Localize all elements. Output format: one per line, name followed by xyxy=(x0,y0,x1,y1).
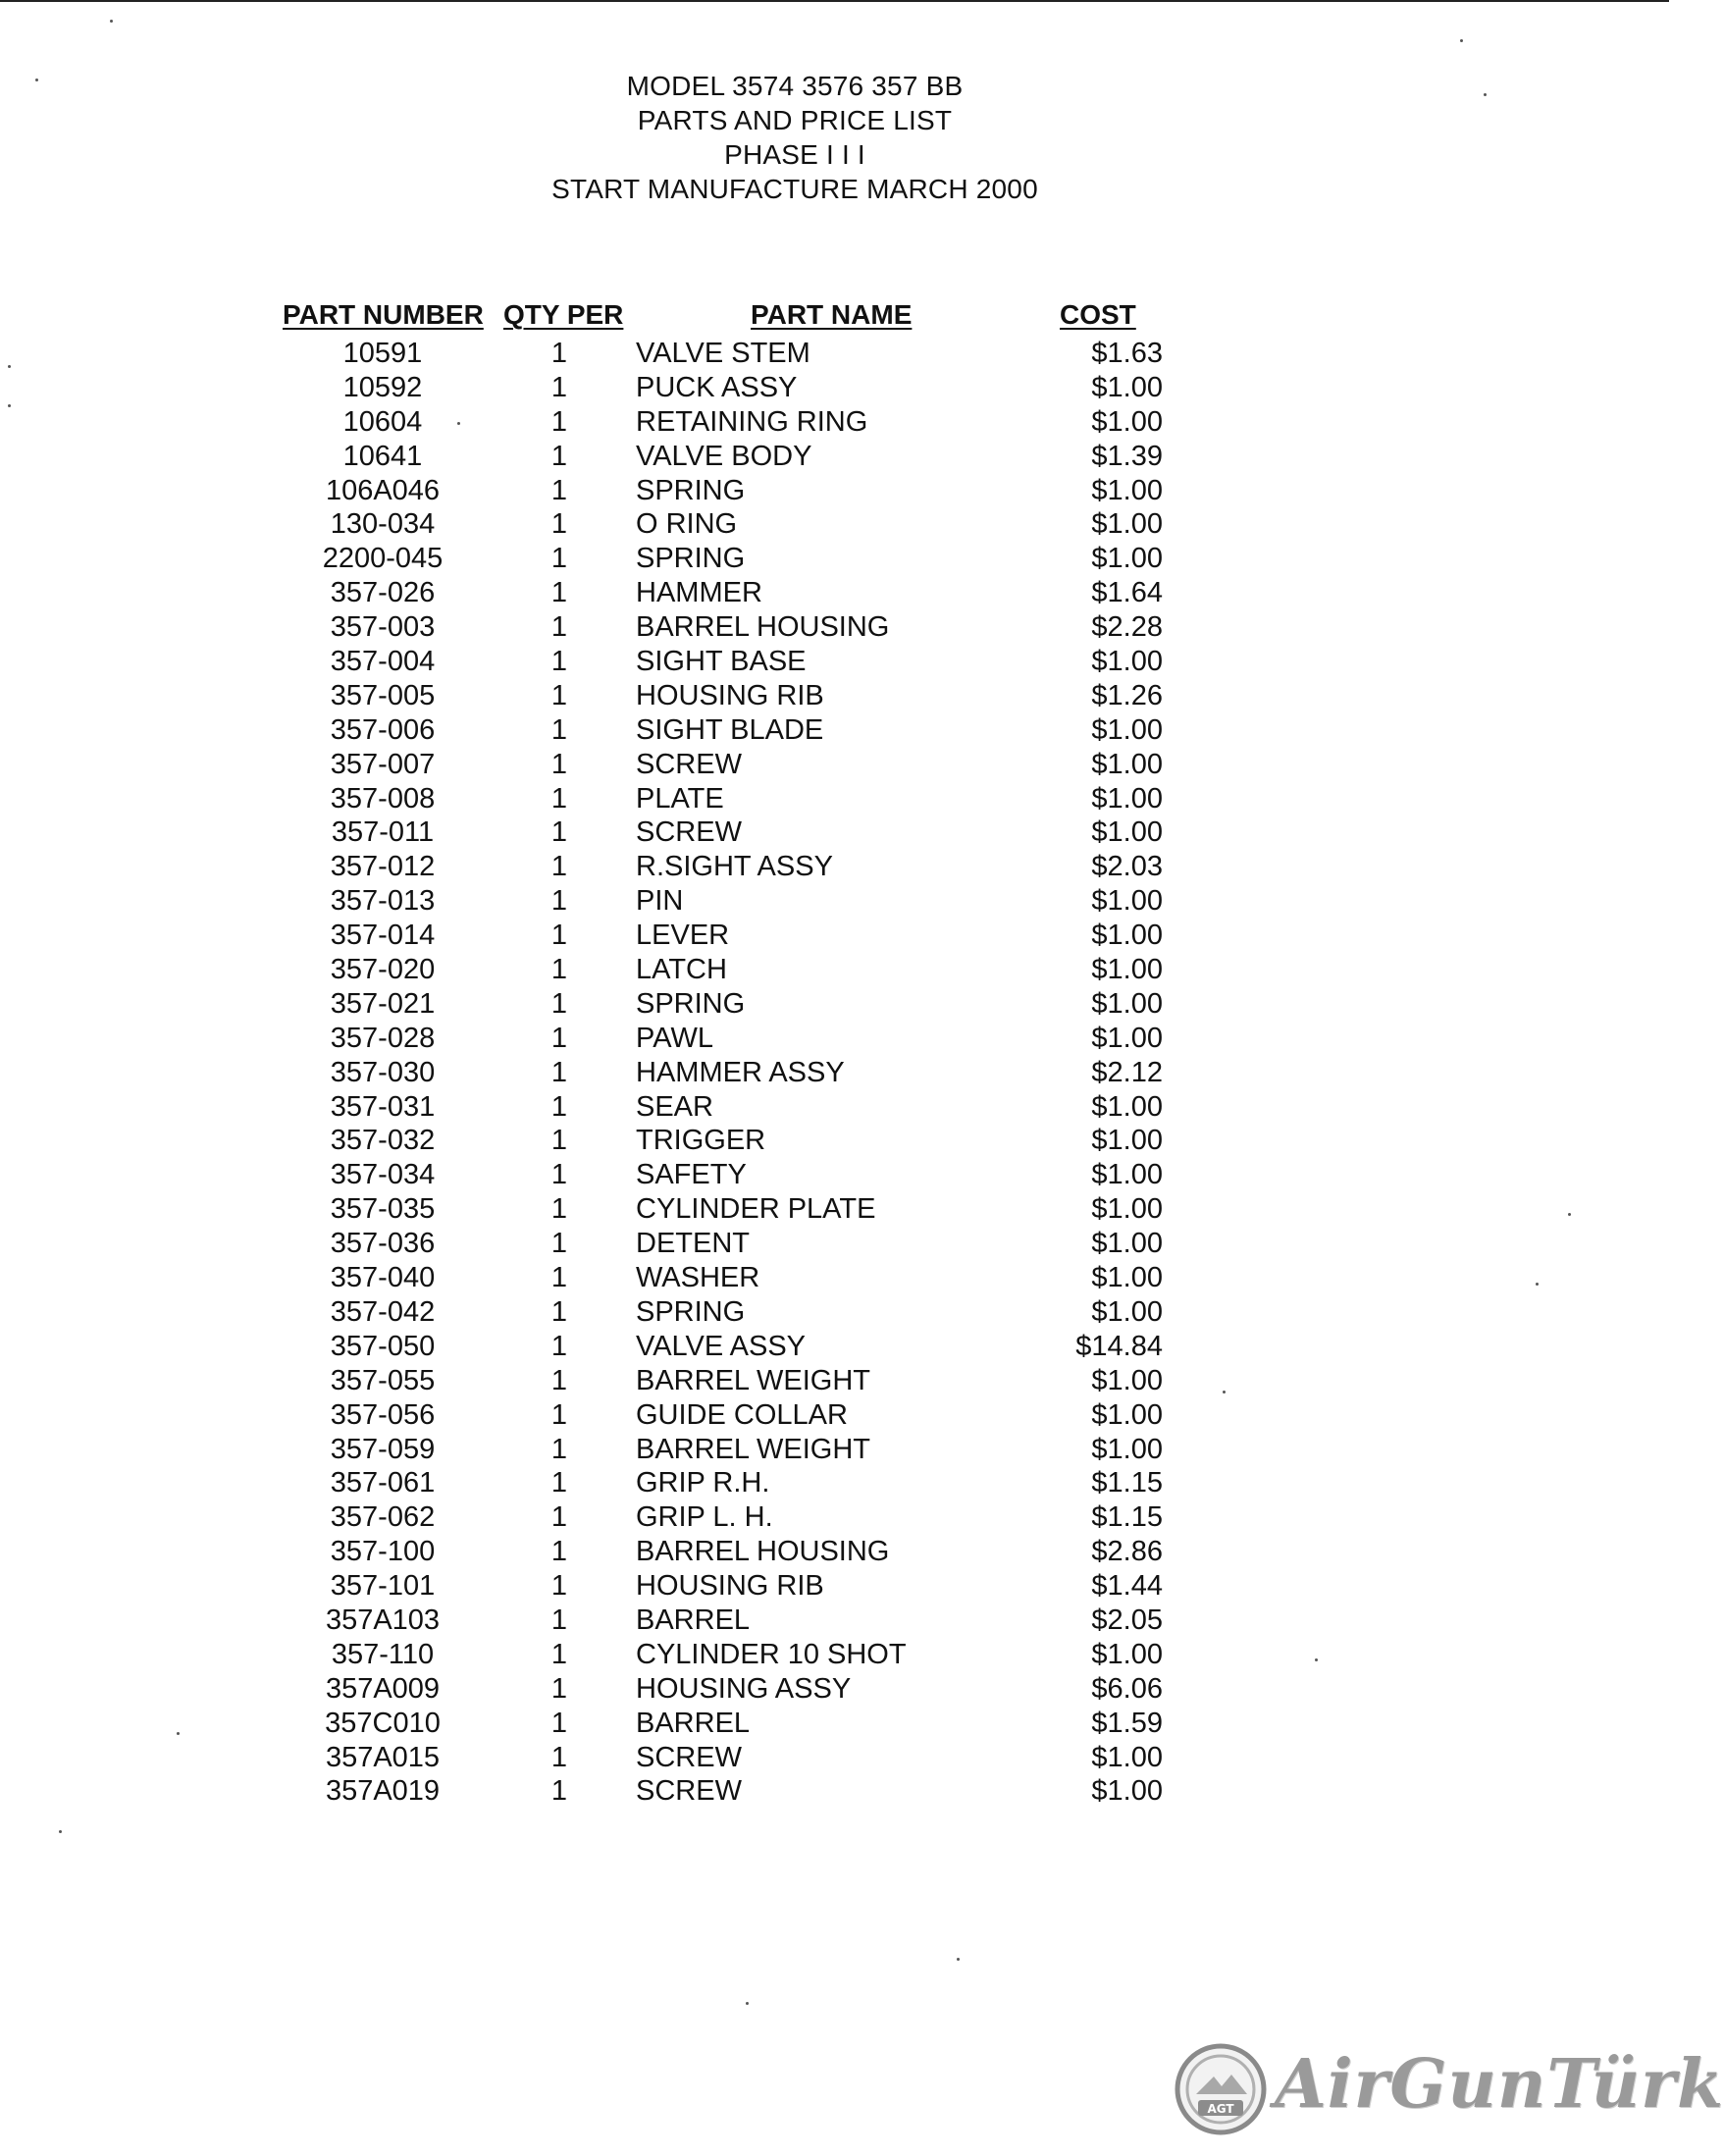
part-number-cell: 357-061 xyxy=(330,1467,436,1499)
table-row xyxy=(0,440,1669,474)
cost-cell: $1.00 xyxy=(1091,1398,1163,1431)
qty-cell: 1 xyxy=(550,371,568,403)
cost-cell: $1.00 xyxy=(1091,713,1163,746)
part-number-cell: 357-055 xyxy=(330,1364,436,1396)
part-number-cell: 357A009 xyxy=(325,1672,441,1705)
cost-cell: $1.00 xyxy=(1091,782,1163,815)
table-row xyxy=(0,1569,1669,1604)
column-header-part-name: PART NAME xyxy=(751,299,913,330)
qty-cell: 1 xyxy=(550,1638,568,1670)
part-number-cell: 357-056 xyxy=(330,1398,436,1431)
part-name-cell: SIGHT BLADE xyxy=(636,713,824,746)
table-row xyxy=(0,1433,1669,1467)
table-row xyxy=(0,919,1669,953)
cost-cell: $14.84 xyxy=(1075,1330,1163,1362)
cost-cell: $1.00 xyxy=(1091,1159,1163,1191)
qty-cell: 1 xyxy=(550,577,568,609)
cost-cell: $1.00 xyxy=(1091,1022,1163,1054)
part-number-cell: 357-040 xyxy=(330,1262,436,1294)
table-row xyxy=(0,1158,1669,1192)
part-name-cell: GRIP R.H. xyxy=(636,1467,770,1499)
table-row xyxy=(0,987,1669,1022)
header-title-line: PARTS AND PRICE LIST xyxy=(637,105,953,135)
qty-cell: 1 xyxy=(550,1090,568,1123)
part-number-cell: 357-003 xyxy=(330,611,436,644)
part-name-cell: SCREW xyxy=(636,816,742,849)
qty-cell: 1 xyxy=(550,1741,568,1773)
part-name-cell: BARREL xyxy=(636,1707,751,1739)
part-name-cell: VALVE BODY xyxy=(636,440,812,472)
table-row xyxy=(0,1261,1669,1295)
cost-cell: $6.06 xyxy=(1091,1672,1163,1705)
part-number-cell: 357-035 xyxy=(330,1193,436,1226)
cost-cell: $1.39 xyxy=(1091,440,1163,472)
table-row xyxy=(0,1330,1669,1364)
qty-cell: 1 xyxy=(550,1125,568,1157)
table-row xyxy=(0,1124,1669,1158)
watermark-brand-text: AirGunTürk xyxy=(1275,2045,1724,2124)
qty-cell: 1 xyxy=(550,646,568,678)
column-header-cost: COST xyxy=(1060,299,1136,330)
part-number-cell: 357-062 xyxy=(330,1501,436,1534)
cost-cell: $1.00 xyxy=(1091,1741,1163,1773)
parts-table-body xyxy=(0,337,1669,1809)
cost-cell: $2.28 xyxy=(1091,611,1163,644)
cost-cell: $1.00 xyxy=(1091,1228,1163,1260)
qty-cell: 1 xyxy=(550,1536,568,1568)
part-number-cell: 357-005 xyxy=(330,679,436,711)
table-row xyxy=(0,1604,1669,1638)
part-number-cell: 357-101 xyxy=(330,1570,436,1603)
qty-cell: 1 xyxy=(550,474,568,506)
part-name-cell: PAWL xyxy=(636,1022,713,1054)
part-name-cell: SCREW xyxy=(636,748,742,780)
qty-cell: 1 xyxy=(550,1672,568,1705)
part-name-cell: HAMMER xyxy=(636,577,762,609)
part-number-cell: 106A046 xyxy=(325,474,441,506)
part-name-cell: GRIP L. H. xyxy=(636,1501,773,1534)
qty-cell: 1 xyxy=(550,1433,568,1465)
part-number-cell: 357A019 xyxy=(325,1775,441,1808)
part-name-cell: SCREW xyxy=(636,1741,742,1773)
part-number-cell: 357-059 xyxy=(330,1433,436,1465)
part-number-cell: 357-014 xyxy=(330,920,436,952)
cost-cell: $1.00 xyxy=(1091,1125,1163,1157)
column-header-qty-per: QTY PER xyxy=(503,299,624,330)
qty-cell: 1 xyxy=(550,1228,568,1260)
part-name-cell: VALVE STEM xyxy=(636,338,810,369)
part-name-cell: SAFETY xyxy=(636,1159,747,1191)
table-row xyxy=(0,1638,1669,1672)
cost-cell: $1.00 xyxy=(1091,1090,1163,1123)
part-name-cell: SIGHT BASE xyxy=(636,646,807,678)
qty-cell: 1 xyxy=(550,440,568,472)
part-name-cell: SCREW xyxy=(636,1775,742,1808)
column-header-part-number: PART NUMBER xyxy=(283,299,484,330)
table-row xyxy=(0,337,1669,371)
table-row xyxy=(0,1672,1669,1707)
qty-cell: 1 xyxy=(550,543,568,575)
table-row xyxy=(0,1535,1669,1569)
table-row xyxy=(0,782,1669,816)
qty-cell: 1 xyxy=(550,1398,568,1431)
part-number-cell: 10641 xyxy=(342,440,423,472)
header-manufacture-line: START MANUFACTURE MARCH 2000 xyxy=(551,174,1038,204)
airgunturk-emblem-icon xyxy=(1167,2035,1275,2143)
part-number-cell: 2200-045 xyxy=(322,543,444,575)
table-row xyxy=(0,576,1669,610)
table-row xyxy=(0,371,1669,405)
part-name-cell: CYLINDER 10 SHOT xyxy=(636,1638,907,1670)
part-name-cell: SPRING xyxy=(636,1295,746,1328)
qty-cell: 1 xyxy=(550,338,568,369)
table-row xyxy=(0,679,1669,713)
table-row xyxy=(0,1398,1669,1433)
part-name-cell: O RING xyxy=(636,508,738,541)
part-number-cell: 357-031 xyxy=(330,1090,436,1123)
cost-cell: $1.00 xyxy=(1091,1364,1163,1396)
cost-cell: $2.86 xyxy=(1091,1536,1163,1568)
part-number-cell: 357-021 xyxy=(330,987,436,1020)
part-number-cell: 357-020 xyxy=(330,954,436,986)
part-name-cell: HOUSING ASSY xyxy=(636,1672,852,1705)
part-number-cell: 357-013 xyxy=(330,885,436,918)
part-number-cell: 357-028 xyxy=(330,1022,436,1054)
qty-cell: 1 xyxy=(550,1775,568,1808)
qty-cell: 1 xyxy=(550,748,568,780)
part-name-cell: BARREL HOUSING xyxy=(636,611,890,644)
table-row xyxy=(0,1192,1669,1227)
qty-cell: 1 xyxy=(550,920,568,952)
table-row xyxy=(0,1466,1669,1500)
qty-cell: 1 xyxy=(550,1364,568,1396)
cost-cell: $1.00 xyxy=(1091,508,1163,541)
table-row xyxy=(0,815,1669,850)
table-row xyxy=(0,953,1669,987)
cost-cell: $1.00 xyxy=(1091,1295,1163,1328)
part-name-cell: VALVE ASSY xyxy=(636,1330,807,1362)
cost-cell: $1.00 xyxy=(1091,1433,1163,1465)
cost-cell: $2.05 xyxy=(1091,1604,1163,1636)
part-name-cell: SEAR xyxy=(636,1090,713,1123)
part-number-cell: 357-004 xyxy=(330,646,436,678)
emblem-text: AGT xyxy=(1207,2102,1234,2116)
part-name-cell: HOUSING RIB xyxy=(636,1570,824,1603)
table-row xyxy=(0,1364,1669,1398)
part-number-cell: 357-012 xyxy=(330,851,436,883)
qty-cell: 1 xyxy=(550,885,568,918)
part-number-cell: 357-042 xyxy=(330,1295,436,1328)
part-name-cell: RETAINING RING xyxy=(636,405,868,438)
cost-cell: $1.00 xyxy=(1091,816,1163,849)
cost-cell: $1.00 xyxy=(1091,748,1163,780)
part-name-cell: HOUSING RIB xyxy=(636,679,824,711)
qty-cell: 1 xyxy=(550,405,568,438)
page-top-border xyxy=(0,0,1669,2)
cost-cell: $1.00 xyxy=(1091,1638,1163,1670)
part-name-cell: PIN xyxy=(636,885,684,918)
cost-cell: $2.03 xyxy=(1091,851,1163,883)
part-name-cell: LATCH xyxy=(636,954,727,986)
qty-cell: 1 xyxy=(550,1501,568,1534)
part-name-cell: DETENT xyxy=(636,1228,750,1260)
part-name-cell: PLATE xyxy=(636,782,724,815)
qty-cell: 1 xyxy=(550,713,568,746)
qty-cell: 1 xyxy=(550,987,568,1020)
cost-cell: $1.64 xyxy=(1091,577,1163,609)
table-row xyxy=(0,884,1669,919)
part-name-cell: TRIGGER xyxy=(636,1125,766,1157)
part-number-cell: 357-100 xyxy=(330,1536,436,1568)
qty-cell: 1 xyxy=(550,851,568,883)
qty-cell: 1 xyxy=(550,1193,568,1226)
header-phase-line: PHASE I I I xyxy=(724,139,865,170)
qty-cell: 1 xyxy=(550,1604,568,1636)
qty-cell: 1 xyxy=(550,1159,568,1191)
qty-cell: 1 xyxy=(550,782,568,815)
qty-cell: 1 xyxy=(550,1056,568,1088)
part-name-cell: WASHER xyxy=(636,1262,760,1294)
qty-cell: 1 xyxy=(550,816,568,849)
qty-cell: 1 xyxy=(550,954,568,986)
table-row xyxy=(0,645,1669,679)
qty-cell: 1 xyxy=(550,1707,568,1739)
part-number-cell: 357-026 xyxy=(330,577,436,609)
part-name-cell: SPRING xyxy=(636,987,746,1020)
cost-cell: $1.15 xyxy=(1091,1467,1163,1499)
table-row xyxy=(0,610,1669,645)
table-row xyxy=(0,1295,1669,1330)
cost-cell: $1.00 xyxy=(1091,1775,1163,1808)
table-row xyxy=(0,748,1669,782)
part-name-cell: BARREL HOUSING xyxy=(636,1536,890,1568)
document-header xyxy=(0,69,1590,206)
part-name-cell: SPRING xyxy=(636,543,746,575)
cost-cell: $1.00 xyxy=(1091,987,1163,1020)
part-number-cell: 357-050 xyxy=(330,1330,436,1362)
table-row xyxy=(0,507,1669,542)
table-row xyxy=(0,1774,1669,1809)
table-row xyxy=(0,1741,1669,1775)
table-row xyxy=(0,1500,1669,1535)
part-number-cell: 10592 xyxy=(342,371,423,403)
table-row xyxy=(0,1227,1669,1261)
table-row xyxy=(0,1707,1669,1741)
part-number-cell: 10604 xyxy=(342,405,423,438)
qty-cell: 1 xyxy=(550,679,568,711)
qty-cell: 1 xyxy=(550,1467,568,1499)
part-name-cell: BARREL WEIGHT xyxy=(636,1433,871,1465)
part-number-cell: 357-006 xyxy=(330,713,436,746)
table-row xyxy=(0,1022,1669,1056)
table-row xyxy=(0,850,1669,884)
cost-cell: $1.00 xyxy=(1091,543,1163,575)
part-name-cell: SPRING xyxy=(636,474,746,506)
part-number-cell: 357-036 xyxy=(330,1228,436,1260)
part-number-cell: 357-008 xyxy=(330,782,436,815)
qty-cell: 1 xyxy=(550,1570,568,1603)
table-row xyxy=(0,474,1669,508)
cost-cell: $1.59 xyxy=(1091,1707,1163,1739)
cost-cell: $1.00 xyxy=(1091,1193,1163,1226)
table-row xyxy=(0,542,1669,576)
cost-cell: $1.15 xyxy=(1091,1501,1163,1534)
cost-cell: $1.00 xyxy=(1091,405,1163,438)
table-row xyxy=(0,1090,1669,1125)
qty-cell: 1 xyxy=(550,508,568,541)
header-model-line: MODEL 3574 3576 357 BB xyxy=(626,71,964,101)
part-number-cell: 357-011 xyxy=(331,816,435,849)
part-name-cell: R.SIGHT ASSY xyxy=(636,851,833,883)
cost-cell: $1.00 xyxy=(1091,646,1163,678)
part-name-cell: BARREL WEIGHT xyxy=(636,1364,871,1396)
cost-cell: $1.00 xyxy=(1091,1262,1163,1294)
airgunturk-watermark xyxy=(1167,2033,1724,2146)
part-number-cell: 357-032 xyxy=(330,1125,436,1157)
cost-cell: $1.44 xyxy=(1091,1570,1163,1603)
cost-cell: $1.26 xyxy=(1091,679,1163,711)
cost-cell: $2.12 xyxy=(1091,1056,1163,1088)
table-row xyxy=(0,1056,1669,1090)
cost-cell: $1.00 xyxy=(1091,474,1163,506)
table-row xyxy=(0,405,1669,440)
part-number-cell: 10591 xyxy=(342,338,423,369)
part-name-cell: PUCK ASSY xyxy=(636,371,798,403)
cost-cell: $1.00 xyxy=(1091,920,1163,952)
part-name-cell: LEVER xyxy=(636,920,730,952)
table-row xyxy=(0,713,1669,748)
part-number-cell: 357-034 xyxy=(330,1159,436,1191)
part-name-cell: BARREL xyxy=(636,1604,751,1636)
cost-cell: $1.00 xyxy=(1091,954,1163,986)
part-number-cell: 357-110 xyxy=(331,1638,435,1670)
qty-cell: 1 xyxy=(550,1262,568,1294)
part-number-cell: 357C010 xyxy=(325,1707,441,1739)
qty-cell: 1 xyxy=(550,1330,568,1362)
part-name-cell: GUIDE COLLAR xyxy=(636,1398,848,1431)
cost-cell: $1.63 xyxy=(1091,338,1163,369)
part-number-cell: 357A103 xyxy=(325,1604,441,1636)
cost-cell: $1.00 xyxy=(1091,885,1163,918)
cost-cell: $1.00 xyxy=(1091,371,1163,403)
part-number-cell: 357-030 xyxy=(330,1056,436,1088)
qty-cell: 1 xyxy=(550,1295,568,1328)
part-number-cell: 357-007 xyxy=(330,748,436,780)
part-name-cell: HAMMER ASSY xyxy=(636,1056,845,1088)
part-number-cell: 357A015 xyxy=(325,1741,441,1773)
part-name-cell: CYLINDER PLATE xyxy=(636,1193,876,1226)
qty-cell: 1 xyxy=(550,1022,568,1054)
qty-cell: 1 xyxy=(550,611,568,644)
part-number-cell: 130-034 xyxy=(330,508,436,541)
